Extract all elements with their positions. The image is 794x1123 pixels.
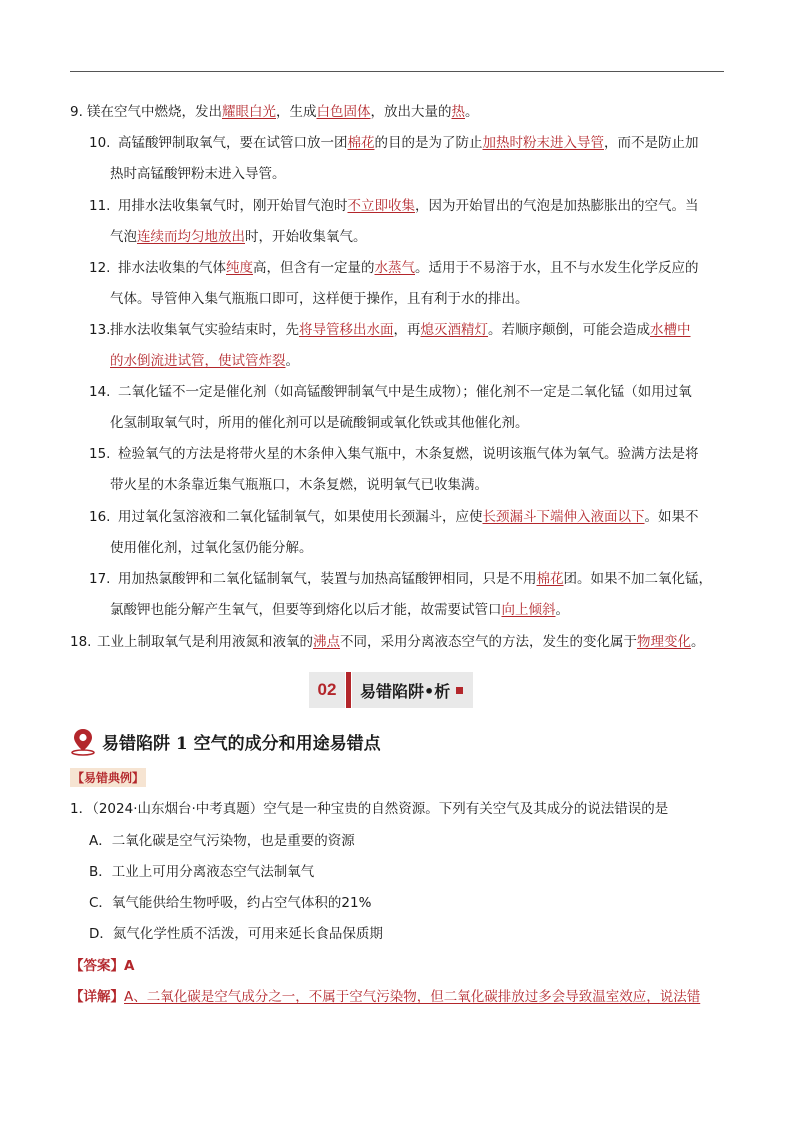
section-title-box (352, 672, 473, 708)
point-text: 。 (465, 104, 479, 120)
point-text: 的目的是为了防止 (374, 135, 483, 151)
answer-value: A (124, 958, 135, 974)
banner-divider (346, 672, 351, 708)
detail-label: 【详解】 (70, 989, 124, 1005)
point-text: 。 (691, 634, 705, 650)
point-line (110, 600, 569, 620)
answer-fill: 热 (451, 104, 465, 120)
point-text: ，放出大量的 (370, 104, 452, 120)
answer-fill: 长颈漏斗下端伸入液面以下 (482, 509, 645, 525)
point-line (118, 444, 699, 464)
point-line (87, 102, 479, 122)
answer-fill: 加热时粉末进入导管 (482, 135, 604, 151)
point-text: 热时高锰酸钾粉末进入导管。 (110, 166, 286, 182)
point-text: 。 (285, 353, 299, 369)
point-line (118, 196, 699, 216)
point-number: 16. (89, 509, 111, 525)
point-text: ，生成 (276, 104, 317, 120)
option-b: B．工业上可用分离液态空气法制氧气 (89, 864, 315, 880)
point-text: 二氧化锰不一定是催化剂（如高锰酸钾制氧气中是生成物）；催化剂不一定是二氧化锰（如用过氧 (118, 384, 692, 400)
point-number: 10. (89, 135, 111, 151)
point-text: 排水法收集氧气实验结束时，先 (110, 322, 299, 338)
section-title: 易错陷阱•析 (360, 681, 451, 701)
example-tag: 【易错典例】 (70, 768, 146, 787)
point-text: 用过氧化氢溶液和二氧化锰制氧气，如果使用长颈漏斗，应使 (118, 509, 483, 525)
answer-fill: 不立即收集 (347, 198, 415, 214)
point-number: 11. (89, 198, 111, 214)
answer-fill: 棉花 (536, 571, 564, 587)
point-line (110, 227, 367, 247)
point-text: 高，但含有一定量的 (253, 260, 375, 276)
trap-heading (70, 726, 381, 756)
point-text: 使用催化剂，过氧化氢仍能分解。 (110, 540, 313, 556)
answer-fill: 将导管移出水面 (299, 322, 394, 338)
header-rule (70, 71, 724, 72)
point-text: 。适用于不易溶于水，且不与水发生化学反应的 (415, 260, 699, 276)
point-text: 带火星的木条靠近集气瓶瓶口，木条复燃，说明氧气已收集满。 (110, 477, 488, 493)
answer-fill: 沸点 (313, 634, 340, 650)
answer-fill: 耀眼白光 (222, 104, 276, 120)
point-text: 氯酸钾也能分解产生氧气，但要等到熔化以后才能，故需要试管口 (110, 602, 502, 618)
point-text: 不同，采用分离液态空气的方法，发生的变化属于 (340, 634, 637, 650)
option-a: A．二氧化碳是空气污染物，也是重要的资源 (89, 833, 355, 849)
point-number: 12. (89, 260, 111, 276)
point-line (110, 320, 691, 340)
point-text: 时，开始收集氧气。 (245, 229, 367, 245)
point-text: 镁在空气中燃烧，发出 (87, 104, 222, 120)
point-text: 化氢制取氧气时，所用的催化剂可以是硫酸铜或氧化铁或其他催化剂。 (110, 415, 529, 431)
point-text: ，因为开始冒出的气泡是加热膨胀出的空气。当 (415, 198, 699, 214)
point-line (110, 538, 313, 558)
point-number: 13. (89, 322, 111, 338)
answer-fill: 纯度 (226, 260, 253, 276)
detail-row (70, 987, 700, 1007)
point-text: 排水法收集的气体 (118, 260, 226, 276)
point-line (110, 164, 286, 184)
answer-fill: 水蒸气 (374, 260, 415, 276)
answer-fill: 熄灭酒精灯 (420, 322, 488, 338)
answer-label: 【答案】 (70, 958, 124, 974)
point-line (110, 351, 299, 371)
answer-fill: 水槽中 (650, 322, 691, 338)
point-number: 15. (89, 446, 111, 462)
answer-row (70, 956, 134, 976)
point-text: 气泡 (110, 229, 137, 245)
section-banner (309, 672, 473, 708)
point-number: 17. (89, 571, 111, 587)
point-line (118, 133, 699, 153)
point-line (110, 413, 529, 433)
section-number: 02 (309, 672, 345, 708)
point-text: 团。如果不加二氧化锰， (563, 571, 712, 587)
answer-fill: 向上倾斜 (501, 602, 556, 618)
point-text: ，再 (393, 322, 421, 338)
point-text: 。若顺序颠倒，可能会造成 (488, 322, 650, 338)
point-text: 。如果不 (644, 509, 699, 525)
answer-fill: 连续而均匀地放出 (137, 229, 245, 245)
answer-fill: 白色固体 (316, 104, 371, 120)
point-line (118, 382, 692, 402)
point-number: 18. (70, 634, 92, 650)
point-line (118, 507, 699, 527)
square-icon (456, 687, 463, 694)
question-stem: 1．（2024·山东烟台·中考真题）空气是一种宝贵的自然资源。下列有关空气及其成分的说法错误的是 (70, 801, 669, 817)
answer-fill: 物理变化 (637, 634, 691, 650)
point-text: 工业上制取氧气是利用液氮和液氧的 (97, 634, 313, 650)
detail-text: A、二氧化碳是空气成分之一，不属于空气污染物，但二氧化碳排放过多会导致温室效应，说法错 (124, 989, 701, 1005)
point-text: 用排水法收集氧气时，刚开始冒气泡时 (118, 198, 348, 214)
point-text: 检验氧气的方法是将带火星的木条伸入集气瓶中，木条复燃，说明该瓶气体为氧气。验满方法是将 (118, 446, 699, 462)
point-text: 气体。导管伸入集气瓶瓶口即可，这样便于操作，且有利于水的排出。 (110, 291, 529, 307)
point-number: 9. (70, 104, 83, 120)
point-line (97, 632, 705, 652)
point-line (110, 289, 529, 309)
point-number: 14. (89, 384, 111, 400)
answer-fill: 的水倒流进试管，使试管炸裂 (110, 353, 286, 369)
point-text: 。 (555, 602, 569, 618)
point-line (110, 475, 488, 495)
point-text: 高锰酸钾制取氧气，要在试管口放一团 (118, 135, 348, 151)
option-c: C．氧气能供给生物呼吸，约占空气体积的21% (89, 895, 372, 911)
answer-fill: 棉花 (347, 135, 375, 151)
point-text: 用加热氯酸钾和二氧化锰制氧气，装置与加热高锰酸钾相同，只是不用 (118, 571, 537, 587)
trap-title: 易错陷阱 1 空气的成分和用途易错点 (102, 733, 381, 754)
point-line (118, 258, 699, 278)
point-text: ，而不是防止加 (604, 135, 699, 151)
point-line (118, 569, 712, 589)
map-pin-icon (70, 726, 100, 756)
option-d: D．氮气化学性质不活泼，可用来延长食品保质期 (89, 926, 383, 942)
